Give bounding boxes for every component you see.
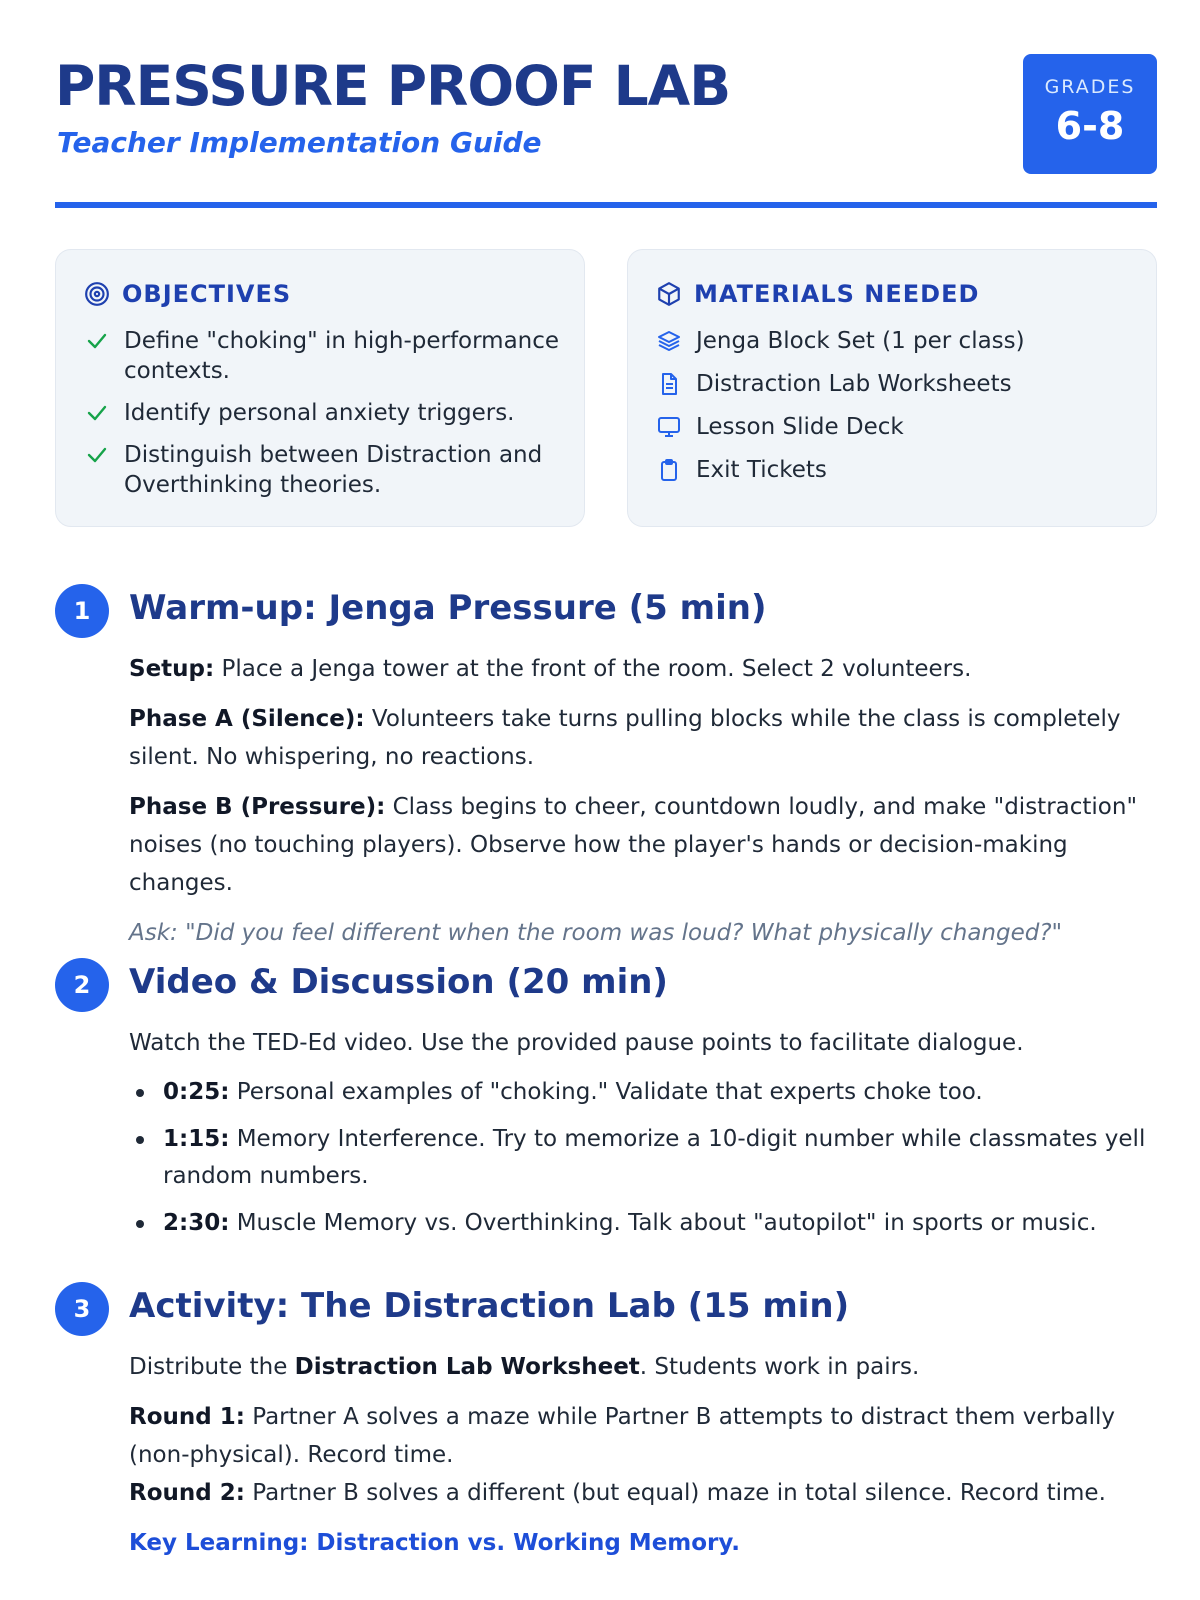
material-text: Distraction Lab Worksheets [696,371,1012,397]
section-title: Video & Discussion (20 min) [129,962,668,1002]
objectives-card [55,249,585,527]
pause-point [129,1121,1157,1195]
material-item [656,412,1136,442]
phase-a-label: Phase A (Silence): [129,706,365,732]
grade-badge [1023,54,1157,174]
pause-points-list [129,1074,1157,1242]
monitor-icon [656,412,682,442]
check-icon [84,326,110,356]
materials-heading [656,280,979,308]
intro-text: Distribute the [129,1354,295,1380]
phase-b-paragraph [129,788,1157,902]
clipboard-icon [656,455,682,485]
phase-b-label: Phase B (Pressure): [129,794,386,820]
objective-text: Define "choking" in high-performance contexts. [124,328,560,384]
objective-item [84,440,564,500]
key-learning: Key Learning: Distraction vs. Working Memory. [129,1530,741,1556]
grade-value: 6-8 [1055,104,1125,148]
objectives-heading [84,280,291,308]
pause-time: 1:15: [163,1126,230,1152]
material-item [656,369,1136,399]
intro-text: . Students work in pairs. [639,1354,920,1380]
round-2-text: Partner B solves a different (but equal) maze in total silence. Record time. [244,1480,1106,1506]
phase-a-text: Volunteers take turns pulling blocks while the class is completely silent. No whispering, no reactions. [129,706,1121,770]
header-divider [55,202,1157,208]
material-item [656,455,1136,485]
round-2-paragraph [129,1474,1157,1512]
material-item [656,326,1136,356]
video-intro: Watch the TED-Ed video. Use the provided pause points to facilitate dialogue. [129,1030,1024,1056]
document-icon [656,369,682,399]
page-header [55,50,1157,210]
page-subtitle: Teacher Implementation Guide [57,126,542,159]
section-body [129,650,1157,964]
step-number-badge: 1 [55,584,109,638]
grade-label: GRADES [1044,76,1136,98]
check-icon [84,440,110,470]
layers-icon [656,326,682,356]
pause-text: Memory Interference. Try to memorize a 10-digit number while classmates yell random numbers. [163,1126,1146,1189]
check-icon [84,398,110,428]
phase-a-paragraph [129,700,1157,776]
objective-item [84,398,564,428]
setup-text: Place a Jenga tower at the front of the room. Select 2 volunteers. [214,656,972,682]
objective-text: Identify personal anxiety triggers. [124,400,515,426]
section-body [129,1348,1157,1574]
pause-point [129,1205,1157,1242]
pause-time: 0:25: [163,1079,230,1105]
material-text: Jenga Block Set (1 per class) [696,328,1025,354]
pause-point [129,1074,1157,1111]
ask-prompt: Ask: "Did you feel different when the room was loud? What physically changed?" [129,920,1063,946]
round-1-text: Partner A solves a maze while Partner B attempts to distract them verbally (non-physical). Record time. [129,1404,1116,1468]
guide-page [55,0,1157,1600]
target-icon [84,281,110,307]
activity-intro [129,1348,1157,1386]
phase-b-text: Class begins to cheer, countdown loudly, and make "distraction" noises (no touching players). Observe how the player's hands or decision-making changes. [129,794,1138,896]
setup-label: Setup: [129,656,215,682]
pause-time: 2:30: [163,1210,230,1236]
pause-text: Personal examples of "choking." Validate that experts choke too. [229,1079,983,1105]
objective-text: Distinguish between Distraction and Overthinking theories. [124,442,543,498]
section-body [129,1024,1157,1252]
materials-list [656,326,1136,498]
material-text: Exit Tickets [696,457,827,483]
round-2-label: Round 2: [129,1480,245,1506]
pause-text: Muscle Memory vs. Overthinking. Talk about "autopilot" in sports or music. [229,1210,1097,1236]
round-1-paragraph [129,1398,1157,1474]
page-title: PRESSURE PROOF LAB [55,54,731,118]
step-number-badge: 3 [55,1282,109,1336]
setup-paragraph [129,650,1157,688]
objectives-list [84,326,564,512]
material-text: Lesson Slide Deck [696,414,904,440]
box-icon [656,281,682,307]
objectives-heading-text: OBJECTIVES [122,280,292,308]
section-title: Warm-up: Jenga Pressure (5 min) [129,588,767,628]
section-title: Activity: The Distraction Lab (15 min) [129,1286,850,1326]
worksheet-name: Distraction Lab Worksheet [294,1354,640,1380]
objective-item [84,326,564,386]
materials-heading-text: MATERIALS NEEDED [694,280,980,308]
materials-card [627,249,1157,527]
round-1-label: Round 1: [129,1404,245,1430]
step-number-badge: 2 [55,958,109,1012]
